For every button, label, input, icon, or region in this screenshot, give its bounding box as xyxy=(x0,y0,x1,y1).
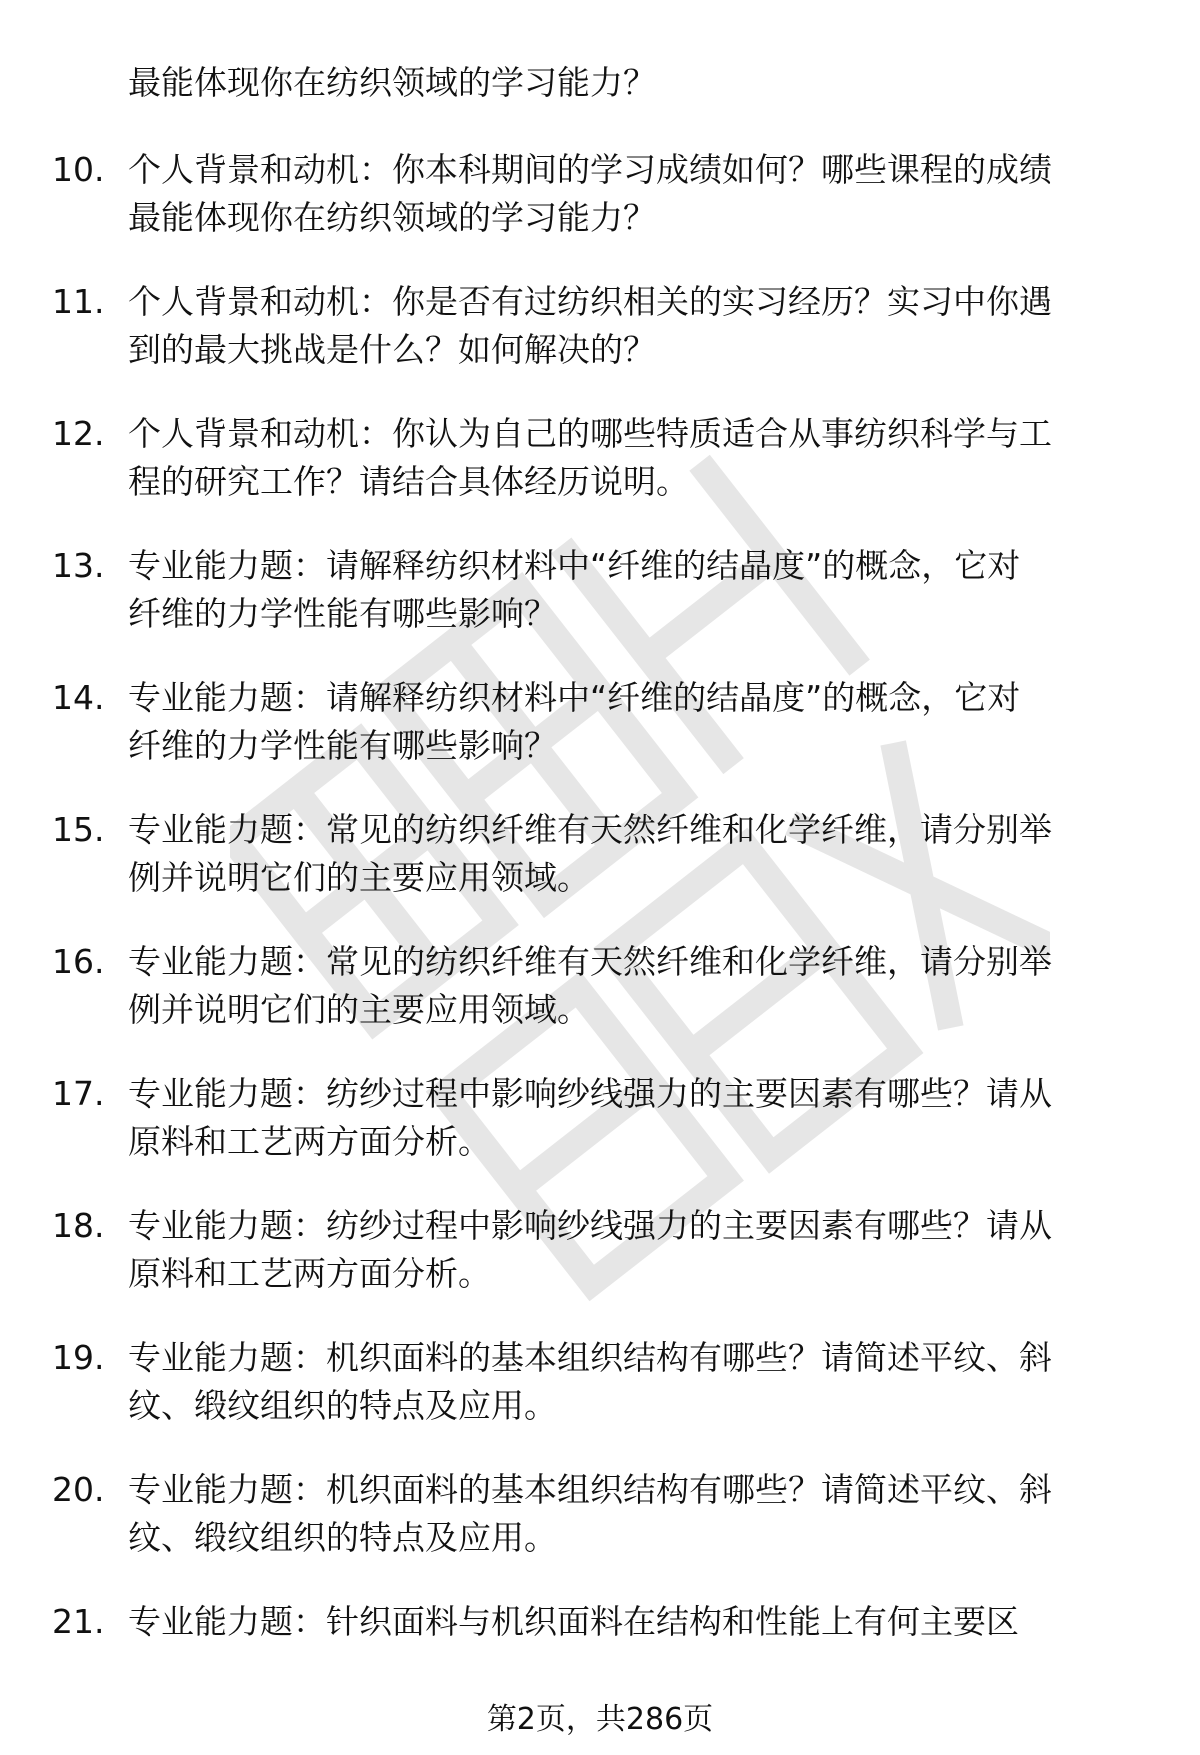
item-number: 21. xyxy=(52,1602,105,1641)
item-number: 10. xyxy=(52,150,105,189)
item-text xyxy=(128,1466,1148,1562)
item-number: 13. xyxy=(52,546,105,585)
item-number: 11. xyxy=(52,282,105,321)
item-text xyxy=(128,1202,1148,1298)
list-item xyxy=(0,806,1200,938)
item-line: 纤维的力学性能有哪些影响？ xyxy=(128,594,557,633)
list-item xyxy=(0,938,1200,1070)
item-line: 程的研究工作？请结合具体经历说明。 xyxy=(128,462,689,501)
item-number: 12. xyxy=(52,414,105,453)
list-item xyxy=(0,1466,1200,1598)
list-item xyxy=(0,542,1200,674)
item-line: 专业能力题：纺纱过程中影响纱线强力的主要因素有哪些？请从 xyxy=(128,1206,1052,1245)
item-number: 14. xyxy=(52,678,105,717)
item-number: 15. xyxy=(52,810,105,849)
page-number-footer: 第2页，共286页 xyxy=(486,1702,714,1737)
item-text xyxy=(128,1334,1148,1430)
item-line: 专业能力题：机织面料的基本组织结构有哪些？请简述平纹、斜 xyxy=(128,1338,1052,1377)
item-line: 个人背景和动机：你是否有过纺织相关的实习经历？实习中你遇 xyxy=(128,282,1052,321)
item-number: 17. xyxy=(52,1074,105,1113)
item-line: 个人背景和动机：你认为自己的哪些特质适合从事纺织科学与工 xyxy=(128,414,1052,453)
item-number: 18. xyxy=(52,1206,105,1245)
item-text xyxy=(128,806,1148,902)
item-number: 16. xyxy=(52,942,105,981)
item-text xyxy=(128,146,1148,242)
item-number: 19. xyxy=(52,1338,105,1377)
item-line: 专业能力题：请解释纺织材料中“纤维的结晶度”的概念，它对 xyxy=(128,678,1021,717)
list-item xyxy=(0,1334,1200,1466)
item-line: 例并说明它们的主要应用领域。 xyxy=(128,990,590,1029)
item-line: 原料和工艺两方面分析。 xyxy=(128,1122,491,1161)
item-line: 纤维的力学性能有哪些影响？ xyxy=(128,726,557,765)
list-item xyxy=(0,410,1200,542)
list-item xyxy=(0,278,1200,410)
item-line: 专业能力题：常见的纺织纤维有天然纤维和化学纤维，请分别举 xyxy=(128,942,1052,981)
list-item xyxy=(0,1070,1200,1202)
item-text xyxy=(128,938,1148,1034)
item-line: 专业能力题：常见的纺织纤维有天然纤维和化学纤维，请分别举 xyxy=(128,810,1052,849)
item-number: 20. xyxy=(52,1470,105,1509)
item-text xyxy=(128,542,1148,638)
item-line: 例并说明它们的主要应用领域。 xyxy=(128,858,590,897)
item-text xyxy=(128,278,1148,374)
question-list xyxy=(0,146,1200,1730)
item-line: 原料和工艺两方面分析。 xyxy=(128,1254,491,1293)
item-text xyxy=(128,674,1148,770)
item-line: 专业能力题：请解释纺织材料中“纤维的结晶度”的概念，它对 xyxy=(128,546,1021,585)
item-text xyxy=(128,1070,1148,1166)
item-line: 专业能力题：针织面料与机织面料在结构和性能上有何主要区 xyxy=(128,1602,1019,1641)
item-text xyxy=(128,410,1148,506)
item-line: 最能体现你在纺织领域的学习能力？ xyxy=(128,198,656,237)
item-line: 纹、缎纹组织的特点及应用。 xyxy=(128,1518,557,1557)
item-line: 到的最大挑战是什么？如何解决的？ xyxy=(128,330,656,369)
continued-question-line: 最能体现你在纺织领域的学习能力？ xyxy=(128,63,656,102)
item-line: 专业能力题：纺纱过程中影响纱线强力的主要因素有哪些？请从 xyxy=(128,1074,1052,1113)
item-line: 个人背景和动机：你本科期间的学习成绩如何？哪些课程的成绩 xyxy=(128,150,1052,189)
item-line: 专业能力题：机织面料的基本组织结构有哪些？请简述平纹、斜 xyxy=(128,1470,1052,1509)
item-line: 纹、缎纹组织的特点及应用。 xyxy=(128,1386,557,1425)
item-text xyxy=(128,1598,1148,1646)
list-item xyxy=(0,1202,1200,1334)
list-item xyxy=(0,674,1200,806)
list-item xyxy=(0,146,1200,278)
